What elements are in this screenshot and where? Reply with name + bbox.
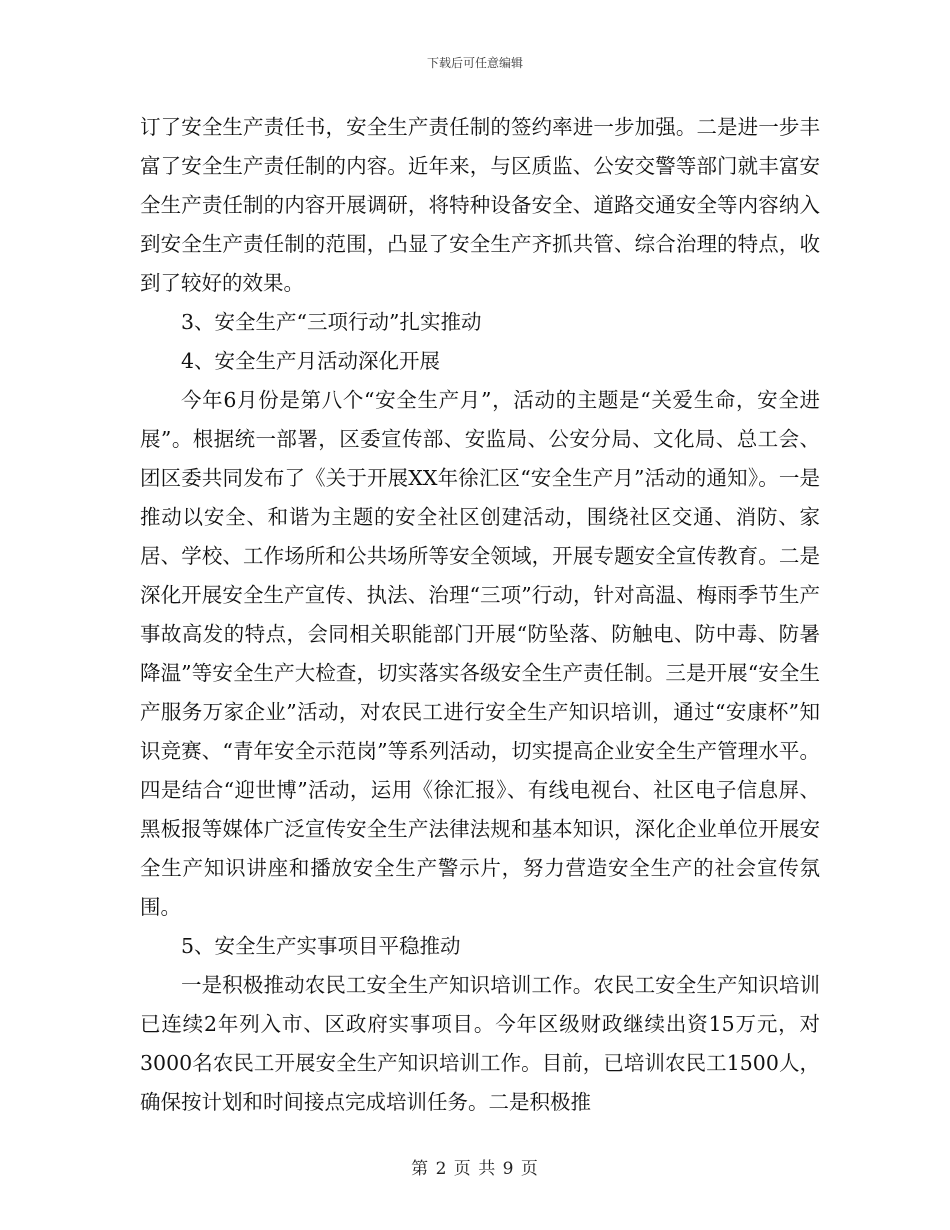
page-header: 下载后可任意编辑 bbox=[426, 56, 523, 70]
paragraph-training: 一是积极推动农民工安全生产知识培训工作。农民工安全生产知识培训已连续2年列入市、区政府实事项目。今年区级财政继续出资15万元，对 3000名农民工开展安全生产知识培训工作。目前，已培训农民工1500人，确保按计划和时间接点完成培训任务。二是积极推 bbox=[140, 973, 820, 1114]
section-heading-4: 4、安全生产月活动深化开展 bbox=[181, 349, 441, 373]
paragraph-safety-month: 今年6月份是第八个“安全生产月”，活动的主题是“关爱生命，安全进展”。根据统一部署，区委宣传部、安监局、公安分局、文化局、总工会、团区委共同发布了《关于开展XX年徐汇区“安全生产月”活动的通知》。一是推动以安全、和谐为主题的安全社区创建活动，围绕社区交通、消防、家居、学校、工作场所和公共场所等安全领域，开展专题安全宣传教育。二是深化开展安全生产宣传、执法、治理“三项”行动，针对高温、梅雨季节生产事故高发的特点，会同相关职能部门开展“防坠落、防触电、防中毒、防暑降温”等安全生产大检查，切实落实各级安全生产责任制。三是开展“安全生产服务万家企业”活动，对农民工进行安全生产知识培训，通过“安康杯”知识竞赛、“青年安全示范岗”等系列活动，切实提高企业安全生产管理水平。四是结合“迎世博”活动，运用《徐汇报》、有线电视台、社区电子信息屏、黑板报等媒体广泛宣传安全生产法律法规和基本知识，深化企业单位开展安全生产知识讲座和播放安全生产警示片，努力营造安全生产的社会宣传氛围。 bbox=[140, 388, 820, 919]
section-heading-5: 5、安全生产实事项目平稳推动 bbox=[181, 934, 461, 958]
section-heading-3: 3、安全生产“三项行动”扎实推动 bbox=[181, 310, 482, 334]
paragraph-continuation: 订了安全生产责任书，安全生产责任制的签约率进一步加强。二是进一步丰富了安全生产责任制的内容。近年来，与区质监、公安交警等部门就丰富安全生产责任制的内容开展调研，将特种设备安全、道路交通安全等内容纳入到安全生产责任制的范围，凸显了安全生产齐抓共管、综合治理的特点，收到了较好的效果。 bbox=[140, 115, 820, 295]
document-body bbox=[140, 108, 820, 1122]
page-footer: 第 2 页 共 9 页 bbox=[411, 1159, 539, 1179]
